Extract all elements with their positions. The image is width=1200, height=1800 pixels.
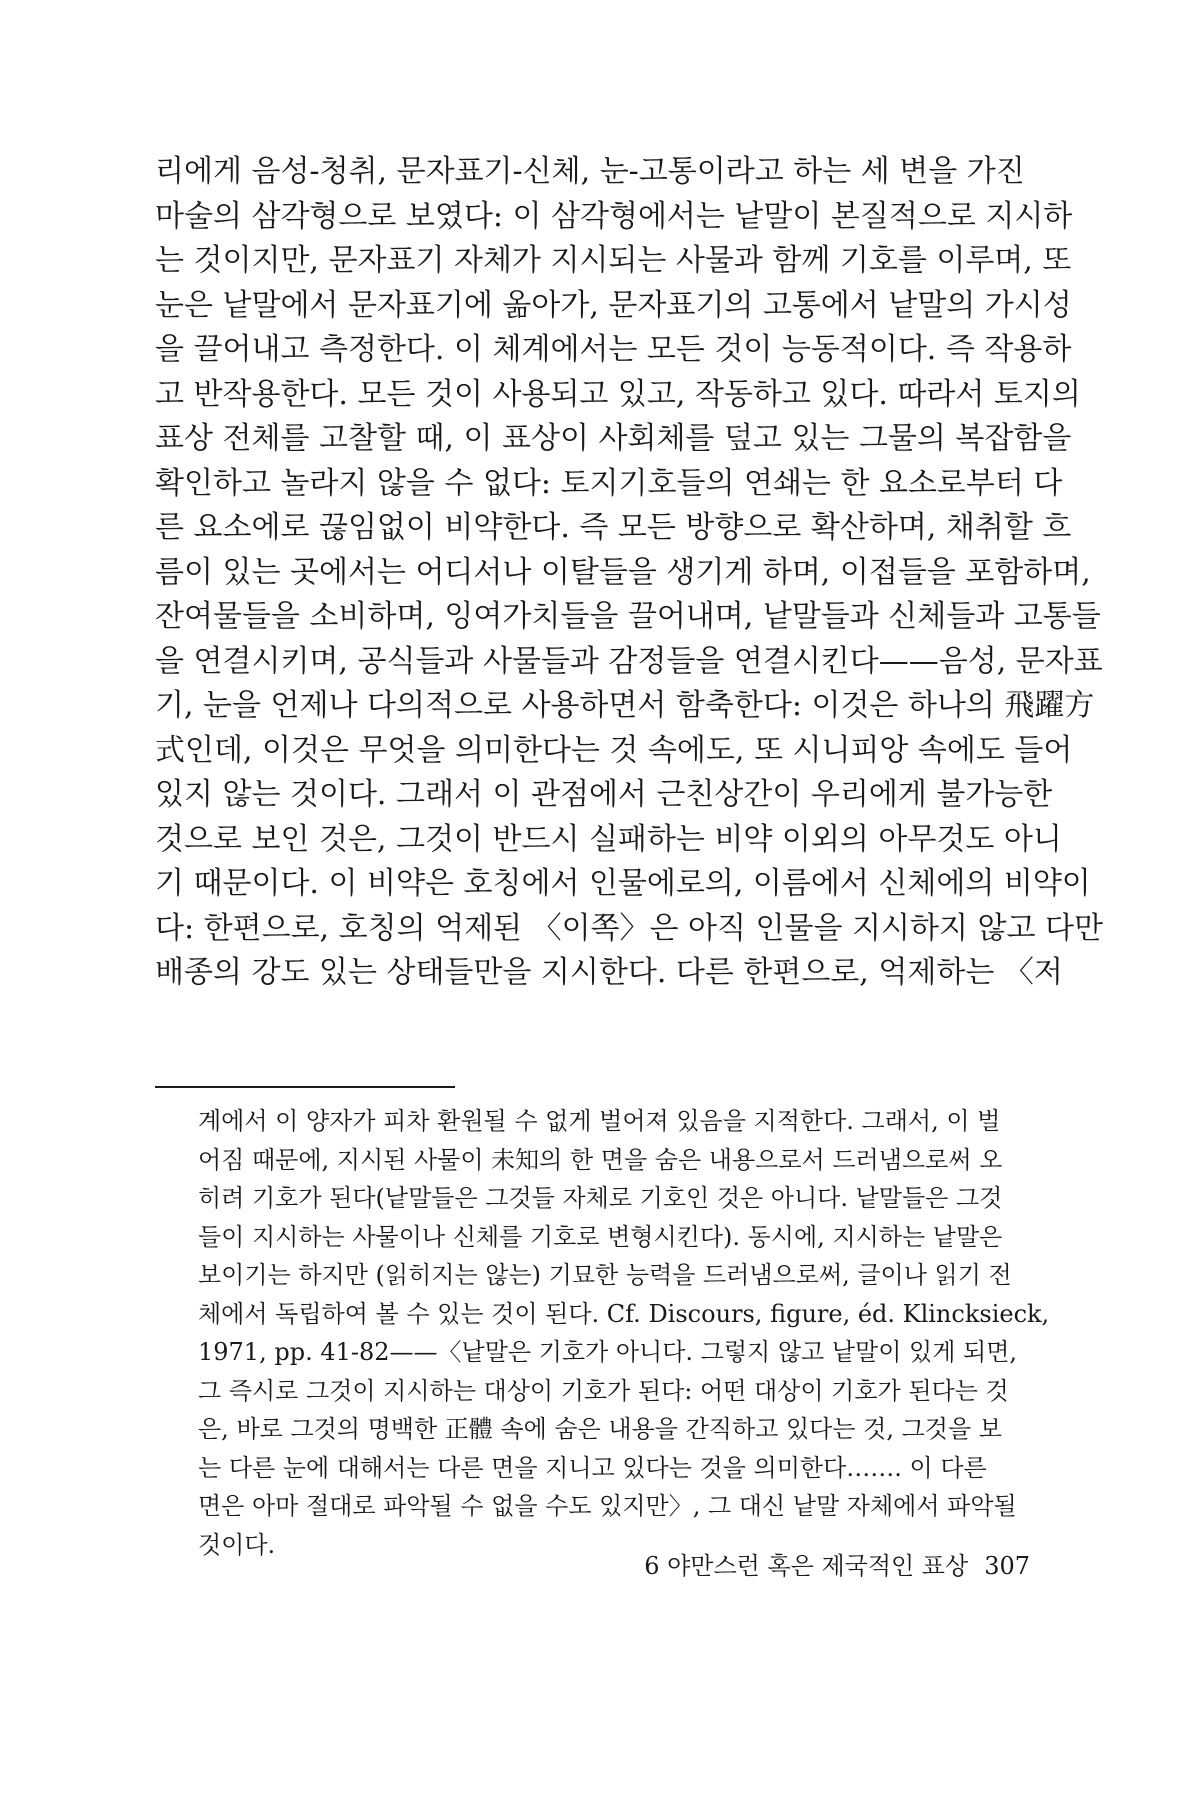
footnote-divider [155,1086,455,1088]
footnote-line: 은, 바로 그것의 명백한 正體 속에 숨은 내용을 간직하고 있다는 것, 그것을 보 [198,1415,1002,1443]
body-line: 式인데, 이것은 무엇을 의미한다는 것 속에도, 또 시니피앙 속에도 들어 [155,732,1073,768]
body-line: 는 것이지만, 문자표기 자체가 지시되는 사물과 함께 기호를 이루며, 또 [155,243,1072,278]
body-line: 표상 전체를 고찰할 때, 이 표상이 사회체를 덮고 있는 그물의 복잡함을 [155,421,1072,456]
footnote-line: 보이기는 하지만 (읽히지는 않는) 기묘한 능력을 드러냄으로써, 글이나 읽기 전 [198,1261,1012,1289]
footnote-line: 것이다. [198,1530,276,1559]
body-line: 른 요소에로 끊임없이 비약한다. 즉 모든 방향으로 확산하며, 채취할 흐 [155,510,1072,545]
body-line: 것으로 보인 것은, 그것이 반드시 실패하는 비약 이외의 아무것도 아니 [155,821,1062,857]
footnote-line: 1971, pp. 41-82——〈낱말은 기호가 아니다. 그렇지 않고 낱말이 있게 되면, [198,1338,1018,1366]
footnote-line: 체에서 독립하여 볼 수 있는 것이 된다. Cf. Discours, figure, éd. Klincksieck, [198,1299,1050,1328]
body-line: 리에게 음성-청취, 문자표기-신체, 눈-고통이라고 하는 세 변을 가진 [155,154,1025,189]
body-line: 마술의 삼각형으로 보였다: 이 삼각형에서는 낱말이 본질적으로 지시하 [155,198,1073,234]
body-line: 배종의 강도 있는 상태들만을 지시한다. 다른 한편으로, 억제하는 〈저 [155,955,1063,990]
page-number: 307 [984,1552,1030,1580]
body-line: 다: 한편으로, 호칭의 억제된 〈이쪽〉은 아직 인물을 지시하지 않고 다만 [155,910,1103,946]
body-line: 잔여물들을 소비하며, 잉여가치들을 끌어내며, 낱말들과 신체들과 고통들 [155,599,1101,634]
footnote-line: 어짐 때문에, 지시된 사물이 未知의 한 면을 숨은 내용으로서 드러냄으로써 오 [198,1145,1003,1174]
body-line: 기 때문이다. 이 비약은 호칭에서 인물에로의, 이름에서 신체에의 비약이 [155,866,1091,901]
body-line: 고 반작용한다. 모든 것이 사용되고 있고, 작동하고 있다. 따라서 토지의 [155,376,1081,412]
running-footer [610,1546,1030,1581]
footnote-line: 면은 아마 절대로 파악될 수 없을 수도 있지만〉, 그 대신 낱말 자체에서 파악될 [198,1492,1017,1520]
footnote-text [198,1102,1050,1564]
body-line: 름이 있는 곳에서는 어디서나 이탈들을 생기게 하며, 이접들을 포함하며, [155,554,1091,590]
body-line: 을 끌어내고 측정한다. 이 체계에서는 모든 것이 능동적이다. 즉 작용하 [155,332,1072,367]
footnote-line: 들이 지시하는 사물이나 신체를 기호로 변형시킨다). 동시에, 지시하는 낱말은 [198,1222,1003,1251]
body-line: 을 연결시키며, 공식들과 사물들과 감정들을 연결시킨다——음성, 문자표 [155,643,1103,679]
footnote-line: 히려 기호가 된다(낱말들은 그것들 자체로 기호인 것은 아니다. 낱말들은 그것 [198,1184,1003,1212]
footnote-line: 계에서 이 양자가 피차 환원될 수 없게 벌어져 있음을 지적한다. 그래서, 이 벌 [198,1107,1001,1135]
body-line: 눈은 낱말에서 문자표기에 옮아가, 문자표기의 고통에서 낱말의 가시성 [155,287,1072,323]
body-line: 확인하고 놀라지 않을 수 없다: 토지기호들의 연쇄는 한 요소로부터 다 [155,465,1063,501]
footnote-line: 그 즉시로 그것이 지시하는 대상이 기호가 된다: 어떤 대상이 기호가 된다는 것 [198,1376,1009,1405]
body-line: 있지 않는 것이다. 그래서 이 관점에서 근친상간이 우리에게 불가능한 [155,777,1053,812]
main-body-text [155,150,1103,996]
chapter-title: 6 야만스런 혹은 제국적인 표상 [644,1552,969,1580]
footnote-line: 는 다른 눈에 대해서는 다른 면을 지니고 있다는 것을 의미한다……. 이 다른 [198,1453,987,1482]
body-line: 기, 눈을 언제나 다의적으로 사용하면서 함축한다: 이것은 하나의 飛躍方 [155,688,1095,723]
